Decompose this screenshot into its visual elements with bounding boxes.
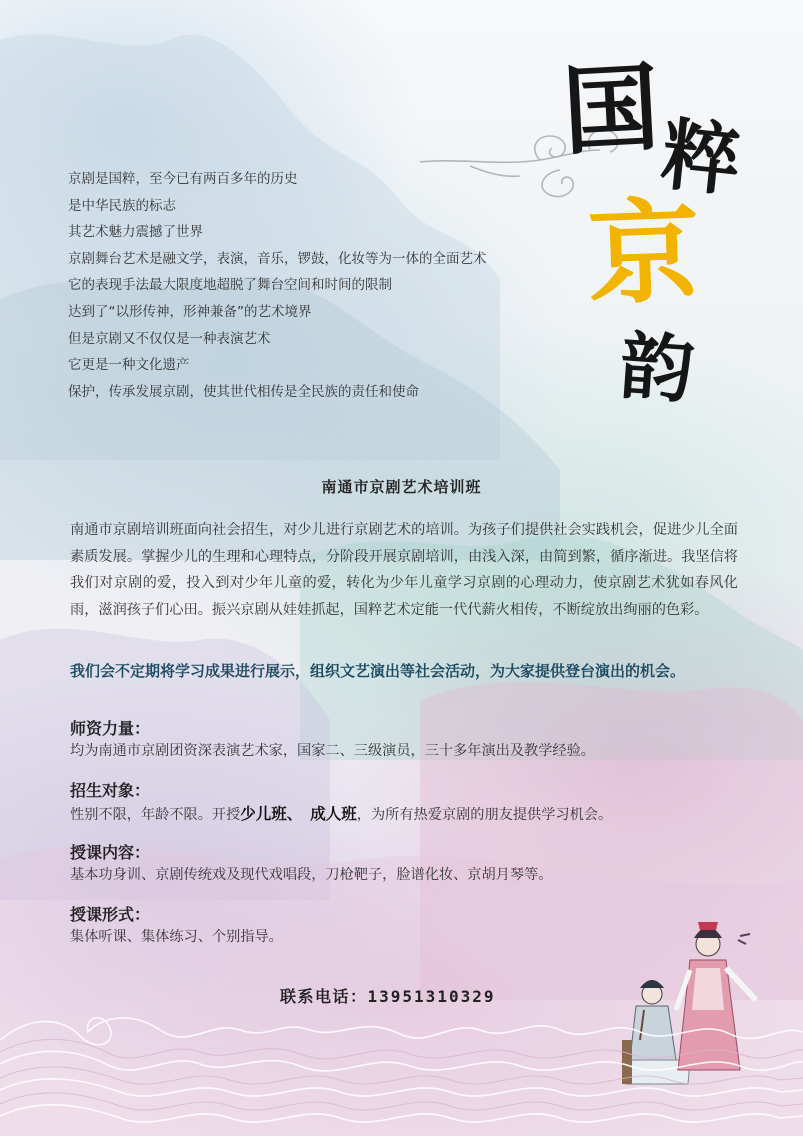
title-char-guo: 国 bbox=[560, 50, 662, 169]
contact-phone: 13951310329 bbox=[367, 987, 496, 1006]
intro-line: 保护，传承发展京剧，使其世代相传是全民族的责任和使命 bbox=[68, 383, 419, 400]
class-child: 少儿班、 bbox=[240, 805, 303, 823]
content-body: 基本功身训、京剧传统戏及现代戏唱段，刀枪靶子，脸谱化妆、京胡月琴等。 bbox=[70, 867, 553, 883]
intro-line: 它更是一种文化遗产 bbox=[68, 357, 190, 374]
intro-line: 但是京剧又不仅仅是一种表演艺术 bbox=[68, 330, 271, 347]
description-paragraph: 南通市京剧培训班面向社会招生，对少儿进行京剧艺术的培训。为孩子们提供社会实践机会，促进少儿全面素质发展。掌握少儿的生理和心理特点，分阶段开展京剧培训，由浅入深，由简到繁，循序渐进。我坚信将我们对京剧的爱，投入到对少年儿童的爱，转化为少年儿童学习京剧的心理动力，使京剧艺术犹如春风化雨，滋润孩子们心田。振兴京剧从娃娃抓起，国粹艺术定能一代代薪火相传，不断绽放出绚丽的色彩。 bbox=[70, 522, 738, 618]
section-title: 南通市京剧艺术培训班 bbox=[321, 478, 482, 496]
title-char-cui: 粹 bbox=[657, 109, 745, 208]
enrollment-suffix: ，为所有热爱京剧的朋友提供学习机会。 bbox=[356, 807, 613, 823]
highlight-statement: 我们会不定期将学习成果进行展示，组织文艺演出等社会活动，为大家提供登台演出的机会。 bbox=[70, 662, 686, 680]
intro-line: 京剧是国粹，至今已有两百多年的历史 bbox=[68, 171, 298, 187]
contact-line bbox=[280, 984, 495, 1007]
title-char-jing: 京 bbox=[585, 186, 703, 321]
contact-label: 联系电话： bbox=[280, 987, 368, 1006]
intro-line: 它的表现手法最大限度地超脱了舞台空间和时间的限制 bbox=[68, 277, 392, 294]
faculty-heading: 师资力量： bbox=[70, 719, 151, 738]
enrollment-body bbox=[70, 802, 612, 824]
intro-line: 达到了“以形传神，形神兼备”的艺术境界 bbox=[68, 303, 312, 320]
enrollment-heading: 招生对象： bbox=[70, 781, 151, 800]
title-char-yun: 韵 bbox=[617, 323, 697, 415]
format-heading: 授课形式： bbox=[70, 905, 151, 924]
class-adult: 成人班 bbox=[310, 805, 357, 823]
intro-line: 其艺术魅力震撼了世界 bbox=[68, 224, 203, 241]
intro-text bbox=[68, 166, 548, 405]
faculty-body: 均为南通市京剧团资深表演艺术家，国家二、三级演员，三十多年演出及教学经验。 bbox=[70, 743, 595, 759]
format-body: 集体听课、集体练习、个别指导。 bbox=[70, 929, 283, 945]
intro-line: 京剧舞台艺术是融文学，表演，音乐，锣鼓，化妆等为一体的全面艺术 bbox=[68, 250, 487, 267]
enrollment-prefix: 性别不限，年龄不限。开授 bbox=[70, 807, 241, 823]
content-heading: 授课内容： bbox=[70, 843, 151, 862]
intro-line: 是中华民族的标志 bbox=[68, 197, 176, 214]
